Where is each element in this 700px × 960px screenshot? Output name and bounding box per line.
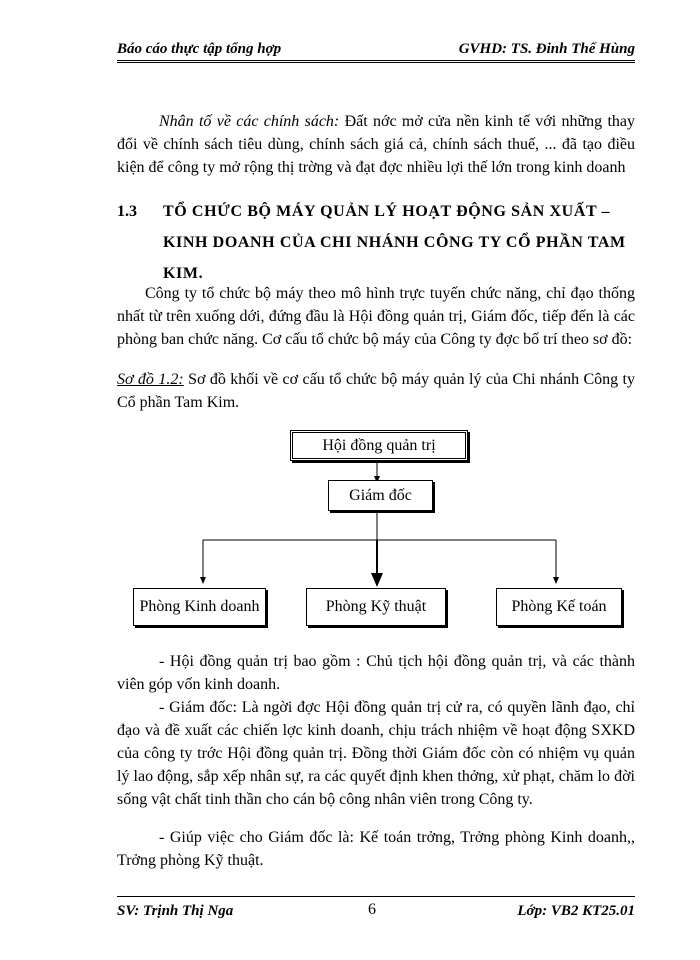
header-right: GVHD: TS. Đinh Thế Hùng	[458, 41, 635, 57]
dept-tech-box: Phòng Kỹ thuật	[306, 588, 446, 626]
footer-right: Lớp: VB2 KT25.01	[517, 903, 635, 919]
dept-accounting-box: Phòng Kế toán	[496, 588, 622, 626]
dept-sales-box: Phòng Kinh doanh	[133, 588, 266, 626]
bullet-board: - Hội đồng quản trị bao gồm : Chủ tịch hội đồng quản trị, và các thành viên góp vốn kinh doanh.	[117, 653, 635, 693]
director-box: Giám đốc	[328, 480, 433, 511]
footer-left: SV: Trịnh Thị Nga	[117, 903, 234, 919]
figure-caption-text: Sơ đồ khối về cơ cấu tổ chức bộ máy quản lý của Chi nhánh Công ty Cổ phần Tam Kim.	[117, 371, 636, 411]
footer-rule	[117, 896, 635, 897]
bullet-assistants: - Giúp việc cho Giám đốc là: Kế toán trởng, Trởng phòng Kinh doanh,, Trởng phòng Kỹ thuật.	[117, 829, 635, 869]
header-left: Báo cáo thực tập tổng hợp	[117, 41, 282, 57]
board-box: Hội đồng quản trị	[290, 430, 468, 461]
intro-lead: Nhân tố về các chính sách:	[159, 113, 340, 130]
paragraph-org: Công ty tổ chức bộ máy theo mô hình trực tuyến chức năng, chỉ đạo thống nhất từ trên xuống dới, đứng đầu là Hội đồng quản trị, Giám đốc, tiếp đến là các phòng ban chức năng. Cơ cấu tổ chức bộ máy của Công ty đợc bố trí theo sơ đồ:	[117, 285, 635, 348]
intro-text: Đất nớc mở cửa nền kinh tế với những thay đổi về chính sách tiêu dùng, chính sách giá cả, chính sách thuế, ... đã tạo điều kiện để công ty mở rộng thị trờng và đạt đợc nhiều lợi thế lớn trong kinh doanh	[117, 113, 635, 176]
figure-label: Sơ đồ 1.2:	[117, 371, 184, 388]
section-number: 1.3	[117, 203, 137, 220]
section-title: TỔ CHỨC BỘ MÁY QUẢN LÝ HOẠT ĐỘNG SẢN XUẤT – KINH DOANH CỦA CHI NHÁNH CÔNG TY CỔ PHẦN TAM KIM.	[163, 203, 626, 282]
bullet-director: - Giám đốc: Là ngời đợc Hội đồng quản trị cử ra, có quyền lãnh đạo, chỉ đạo và đề xuất các chiến lợc kinh doanh, chịu trách nhiệm về hoạt động SXKD của công ty trớc Hội đồng quản trị. Đồng thời Giám đốc còn có nhiệm vụ quản lý lao động, sắp xếp nhân sự, ra các quyết định khen thởng, xử phạt, chăm lo đời sống vật chất tinh thần cho cán bộ công nhân viên trong Công ty.	[117, 699, 635, 808]
page-number: 6	[368, 901, 376, 918]
